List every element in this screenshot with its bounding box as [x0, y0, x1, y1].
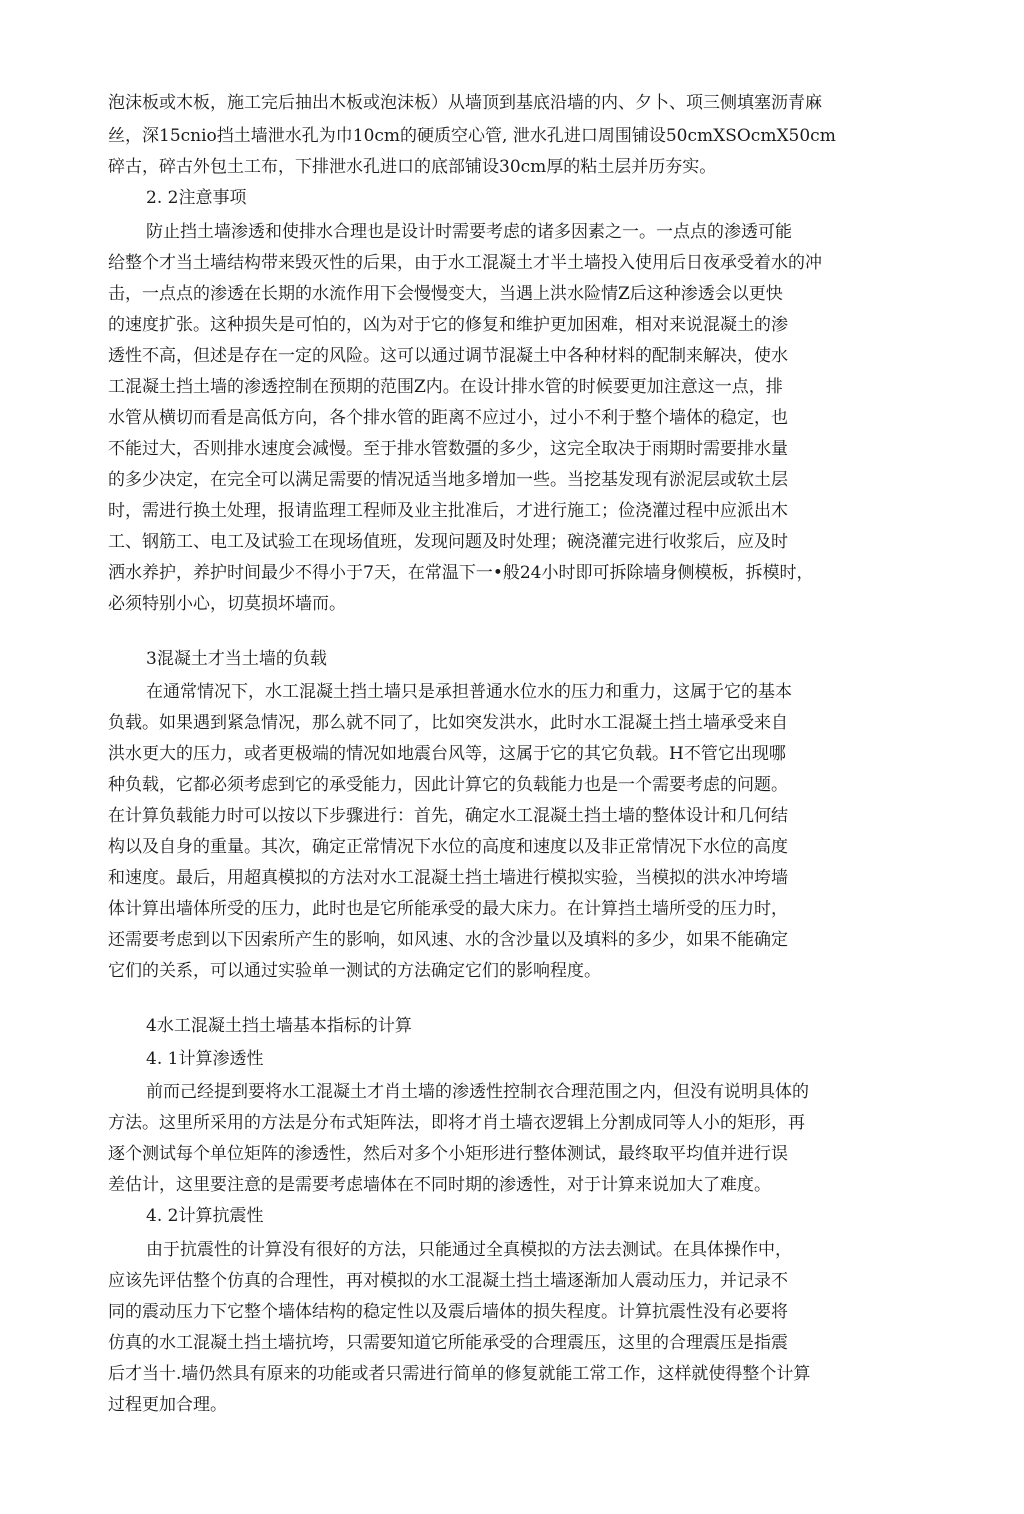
subsection-heading: 4. 1计算渗透性	[146, 1049, 264, 1069]
text-line: 给整个才当土墙结构带来毁灭性的后果，由于水工混凝土才半土墙投入使用后日夜承受着水的冲	[108, 253, 822, 273]
section-heading: 3混凝土才当土墙的负载	[146, 649, 327, 669]
text-line: 洒水养护，养护时间最少不得小于7天，在常温下一•般24小时即可拆除墙身侧模板，拆模时，	[108, 563, 814, 583]
text-line: 负载。如果遇到紧急情况，那么就不同了，比如突发洪水，此时水工混凝土挡土墙承受来自	[108, 713, 788, 733]
text-line: 在通常情况下，水工混凝土挡土墙只是承担普通水位水的压力和重力，这属于它的基本	[146, 682, 792, 702]
text-line: 不能过大，否则排水速度会减慢。至于排水管数彊的多少，这完全取决于雨期时需要排水量	[108, 439, 788, 459]
text-line: 仿真的水工混凝土挡土墙抗垮，只需要知道它所能承受的合理震压，这里的合理震压是指震	[108, 1333, 788, 1353]
text-line: 工、钢筋工、电工及试验工在现场值班，发现问题及时处理；碗浇灌完进行收浆后，应及时	[108, 532, 788, 552]
text-line: 后才当十.墙仍然具有原来的功能或者只需进行简单的修复就能工常工作，这样就使得整个计算	[108, 1364, 811, 1384]
section-heading: 4水工混凝土挡土墙基本指标的计算	[146, 1016, 412, 1036]
text-line: 在计算负载能力时可以按以下步骤进行：首先，确定水工混凝土挡土墙的整体设计和几何结	[108, 806, 788, 826]
text-line: 同的震动压力下它整个墙体结构的稳定性以及震后墙体的损失程度。计算抗震性没有必要将	[108, 1302, 788, 1322]
text-line: 透性不高，但述是存在一定的风险。这可以通过调节混凝土中各种材料的配制来解决，使水	[108, 346, 788, 366]
section-heading: 2. 2注意事项	[146, 188, 247, 208]
text-line: 时，需进行换土处理，报请监理工程师及业主批准后，才进行施工；俭浇灌过程中应派出木	[108, 501, 788, 521]
text-line: 泡沫板或木板，施工完后抽出木板或泡沫板）从墙顶到基底沿墙的内、夕卜、项三侧填塞沥青麻	[108, 93, 822, 113]
text-line: 应该先评估整个仿真的合理性，再对模拟的水工混凝土挡土墙逐渐加人震动压力，并记录不	[108, 1271, 788, 1291]
text-line: 洪水更大的压力，或者更极端的情况如地震台风等，这属于它的其它负载。H不管它出现哪	[108, 744, 786, 764]
text-line: 还需要考虑到以下因索所产生的影响，如风速、水的含沙量以及填料的多少，如果不能确定	[108, 930, 788, 950]
subsection-heading: 4. 2计算抗震性	[146, 1206, 264, 1226]
text-line: 种负载，它都必须考虑到它的承受能力，因此计算它的负载能力也是一个需要考虑的问题。	[108, 775, 788, 795]
text-line: 过程更加合理。	[108, 1395, 227, 1415]
text-line: 水管从横切而看是高低方向，各个排水管的距离不应过小，过小不利于整个墙体的稳定，也	[108, 408, 788, 428]
text-line: 体计算出墙体所受的压力，此时也是它所能承受的最大床力。在计算挡土墙所受的压力时，	[108, 899, 788, 919]
text-line: 的多少决定，在完全可以满足需要的情况适当地多增加一些。当挖基发现有淤泥层或软土层	[108, 470, 788, 490]
text-line: 击，一点点的渗透在长期的水流作用下会慢慢变大，当遇上洪水险情Z后这种渗透会以更快	[108, 284, 783, 304]
text-line: 由于抗震性的计算没有很好的方法，只能通过全真模拟的方法去测试。在具体操作中，	[146, 1240, 792, 1260]
text-line: 它们的关系，可以通过实验单一测试的方法确定它们的影响程度。	[108, 961, 601, 981]
text-line: 防止挡土墙渗透和使排水合理也是设计时需要考虑的诸多因素之一。一点点的渗透可能	[146, 222, 792, 242]
text-line: 的速度扩张。这种损失是可怕的，凶为对于它的修复和维护更加困难，相对来说混凝土的渗	[108, 315, 788, 335]
text-line: 逐个测试每个单位矩阵的渗透性，然后对多个小矩形进行整体测试，最终取平均值并进行误	[108, 1144, 788, 1164]
text-line: 工混凝土挡土墙的渗透控制在预期的范围Z内。在设计排水管的时候要更加注意这一点，排	[108, 377, 783, 397]
text-line: 差估计，这里要注意的是需要考虑墙体在不同时期的渗透性，对于计算来说加大了难度。	[108, 1175, 771, 1195]
text-line: 和速度。最后，用超真模拟的方法对水工混凝土挡土墙进行模拟实验，当模拟的洪水冲垮墙	[108, 868, 788, 888]
text-line: 必须特别小心，切莫损坏墙而。	[108, 594, 346, 614]
text-line: 构以及自身的重量。其次，确定正常情况下水位的高度和速度以及非正常情况下水位的高度	[108, 837, 788, 857]
text-line: 方法。这里所采用的方法是分布式矩阵法，即将才肖土墙衣逻辑上分割成同等人小的矩形，再	[108, 1113, 805, 1133]
text-line: 碎古，碎古外包土工布，下排泄水孔进口的底部铺设30cm厚的粘土层并历夯实。	[108, 157, 717, 177]
text-line: 丝，深15cnio挡土墙泄水孔为巾10cm的硬质空心管, 泄水孔进口周围铺设50cmXSOcmX50cm	[108, 126, 836, 146]
text-line: 前而己经提到要将水工混凝土才肖土墙的渗透性控制衣合理范围之内，但没有说明具体的	[146, 1082, 809, 1102]
